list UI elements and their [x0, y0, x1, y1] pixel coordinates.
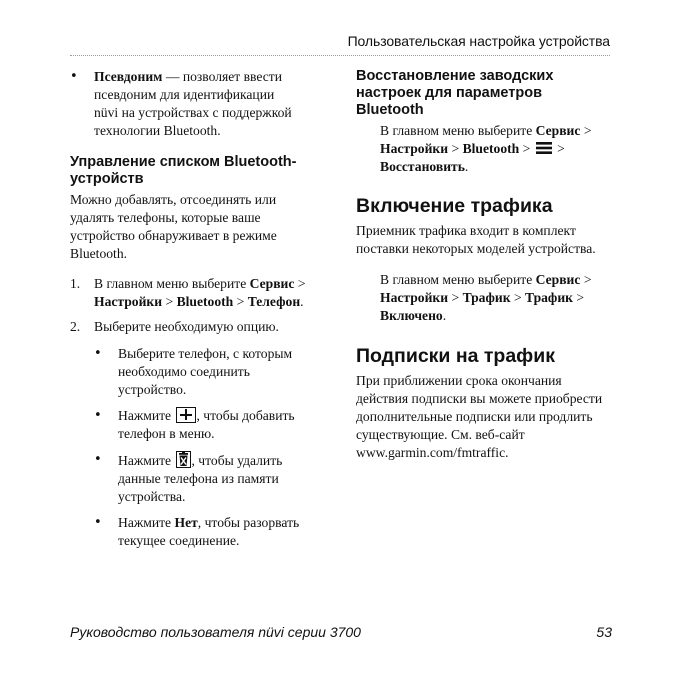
step-number: 1. [70, 276, 81, 291]
menu-icon [536, 142, 552, 154]
menu-path-phone: Телефон [247, 294, 301, 309]
page-number: 53 [596, 624, 612, 640]
menu-path-traffic: Трафик [462, 290, 511, 305]
traffic-step: В главном меню выберите Сервис > Настройки > Трафик > Трафик > Включено. [380, 272, 592, 323]
running-header: Пользовательская настройка устройства [347, 33, 610, 49]
left-column [70, 68, 318, 550]
subscriptions-heading: Подписки на трафик [356, 345, 555, 367]
step-1: 1. В главном меню выберите Сервис > Настройки > Bluetooth > Телефон. [70, 276, 306, 309]
manage-intro: Можно добавлять, отсоединять или удалять телефоны, которые ваше устройство обнаруживает в режиме Bluetooth. [70, 192, 277, 261]
menu-path-service: Сервис [249, 276, 295, 291]
step-number: 2. [70, 319, 81, 334]
restore-heading: Восстановление заводских настроек для параметров Bluetooth [356, 68, 554, 118]
option-delete-phone: • Нажмите , чтобы удалить данные телефона из памяти устройства. [94, 452, 283, 504]
menu-path-service: Сервис [535, 272, 581, 287]
traffic-heading: Включение трафика [356, 195, 553, 217]
option-select-phone: • Выберите телефон, с которым необходимо соединить устройство. [94, 346, 293, 397]
right-column [356, 68, 614, 462]
traffic-intro: Приемник трафика входит в комплект поставки некоторых моделей устройства. [356, 223, 596, 256]
alias-text: псевдоним для идентификации [94, 87, 275, 102]
subscriptions-text: При приближении срока окончания действия подписки вы можете приобрести дополнительные подписки или продлить существующие. См. веб-сайт www.garmin.com/fmtraffic. [356, 372, 614, 462]
bullet-icon: • [94, 452, 102, 467]
menu-path-settings: Настройки [380, 290, 449, 305]
bullet-icon: • [94, 515, 102, 530]
alias-bullet [70, 68, 318, 140]
alias-text: — позволяет ввести [162, 69, 282, 84]
alias-term: Псевдоним [94, 69, 163, 84]
garmin-url: www.garmin.com/fmtraffic. [356, 445, 509, 460]
menu-path-bluetooth: Bluetooth [462, 141, 520, 156]
menu-path-enabled: Включено [380, 308, 443, 323]
add-icon [176, 407, 196, 423]
menu-path-traffic: Трафик [525, 290, 574, 305]
trash-icon [176, 451, 191, 468]
menu-path-service: Сервис [535, 123, 581, 138]
step-2: 2. Выберите необходимую опцию. [70, 319, 279, 334]
header-divider [70, 55, 610, 56]
no-button-label: Нет [174, 515, 198, 530]
menu-path-settings: Настройки [380, 141, 449, 156]
menu-path-settings: Настройки [94, 294, 163, 309]
bullet-icon: • [70, 69, 78, 84]
restore-step: В главном меню выберите Сервис > Настройки > Bluetooth > > Восстановить. [380, 123, 592, 174]
bullet-icon: • [94, 408, 102, 423]
alias-text: технологии Bluetooth. [94, 123, 221, 138]
bullet-icon: • [94, 346, 102, 361]
menu-path-restore: Восстановить [380, 159, 465, 174]
menu-path-bluetooth: Bluetooth [176, 294, 234, 309]
manage-heading: Управление списком Bluetooth- устройств [70, 154, 297, 187]
option-add-phone: • Нажмите , чтобы добавить телефон в меню. [94, 408, 295, 441]
alias-text: nüvi на устройствах с поддержкой [94, 105, 292, 120]
footer-manual-title: Руководство пользователя nüvi серии 3700 [70, 624, 361, 640]
option-disconnect: • Нажмите Нет, чтобы разорвать текущее соединение. [94, 515, 300, 548]
